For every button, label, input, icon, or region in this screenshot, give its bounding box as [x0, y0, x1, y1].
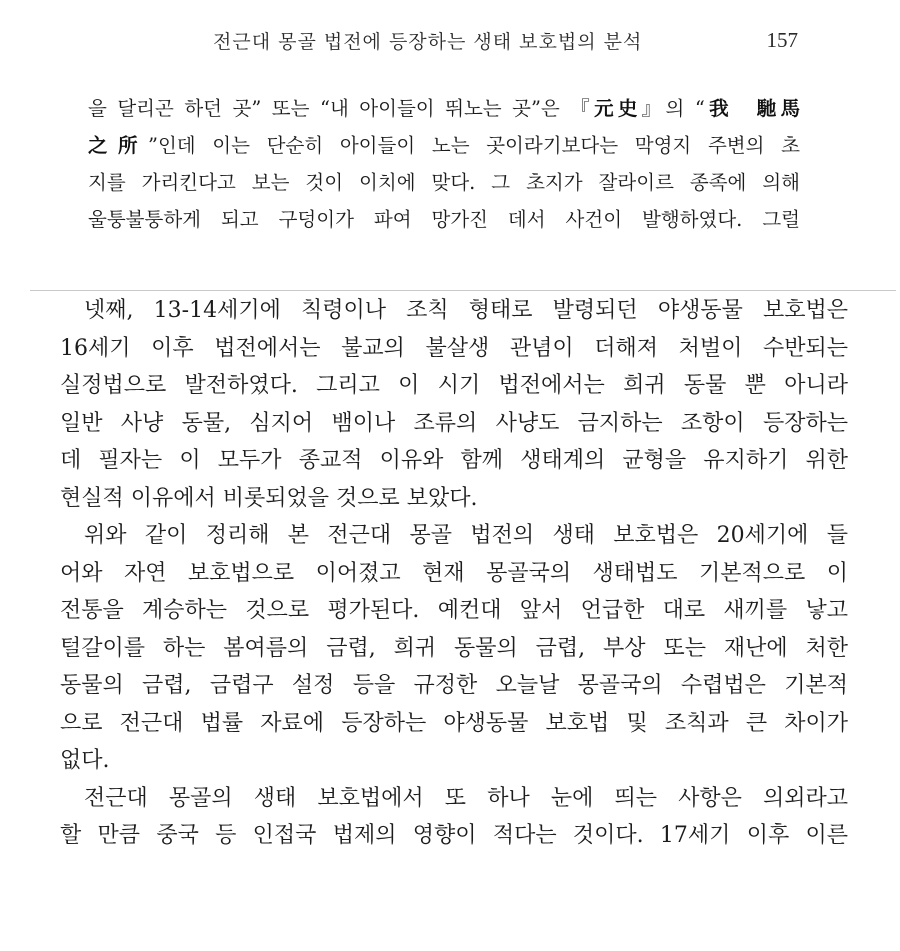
- page-divider: [30, 290, 896, 291]
- lower-page-fragment: [60, 292, 848, 855]
- text-line: 넷째, 13-14세기에 칙령이나 조칙 형태로 발령되던 야생동물 보호법은: [84, 298, 848, 323]
- running-title: 전근대 몽골 법전에 등장하는 생태 보호법의 분석: [213, 30, 643, 53]
- text-line: 지를 가리킨다고 보는 것이 이치에 맞다. 그 초지가 잘라이르 종족에 의해: [88, 171, 800, 194]
- text-line: [88, 90, 800, 127]
- text-line: 실정법으로 발전하였다. 그리고 이 시기 법전에서는 희귀 동물 뿐 아니라: [60, 373, 848, 398]
- text-line: 16세기 이후 법전에서는 불교의 불살생 관념이 더해져 처벌이 수반되는: [60, 335, 848, 361]
- text-line: 울퉁불퉁하게 되고 구덩이가 파여 망가진 데서 사건이 발행하였다. 그럴: [88, 208, 800, 231]
- text-line: 전통을 계승하는 것으로 평가된다. 예컨대 앞서 언급한 대로 새끼를 낳고: [60, 598, 848, 623]
- text-line: 전근대 몽골의 생태 보호법에서 또 하나 눈에 띄는 사항은 의외라고: [84, 785, 848, 811]
- bold-hanja: 之所: [88, 134, 148, 157]
- text-line: 할 만큼 중국 등 인접국 법제의 영향이 적다는 것이다. 17세기 이후 이른: [60, 823, 848, 848]
- text-line: 위와 같이 정리해 본 전근대 몽골 법전의 생태 보호법은 20세기에 들: [84, 523, 848, 548]
- text-line: [88, 127, 800, 164]
- running-header: [213, 22, 798, 58]
- text-line: 데 필자는 이 모두가 종교적 이유와 함께 생태계의 균형을 유지하기 위한: [60, 448, 848, 473]
- text-line: 일반 사냥 동물, 심지어 뱀이나 조류의 사냥도 금지하는 조항이 등장하는: [60, 410, 848, 436]
- text-run: 』의 “: [641, 97, 705, 120]
- text-run: ”인데 이는 단순히 아이들이 노는 곳이라기보다는 막영지 주변의 초: [147, 134, 800, 157]
- text-line: 없다.: [60, 748, 110, 773]
- page-number: 157: [766, 27, 798, 52]
- text-line: 어와 자연 보호법으로 이어졌고 현재 몽골국의 생태법도 기본적으로 이: [60, 560, 848, 586]
- paragraph-foreign-influence: [60, 780, 848, 855]
- paragraph-fourth-point: [60, 292, 848, 517]
- text-line: 으로 전근대 법률 자료에 등장하는 야생동물 보호법 및 조칙과 큰 차이가: [60, 710, 848, 736]
- text-run: 을 달리곤 하던 곳” 또는 “내 아이들이 뛰노는 곳”은 『: [88, 97, 595, 120]
- bold-hanja: 元史: [594, 97, 642, 120]
- text-line: 동물의 금렵, 금렵구 설정 등을 규정한 오늘날 몽골국의 수렵법은 기본적: [60, 673, 848, 698]
- upper-page-fragment: [0, 0, 900, 290]
- text-line: 털갈이를 하는 봄여름의 금렵, 희귀 동물의 금렵, 부상 또는 재난에 처한: [60, 635, 848, 661]
- paragraph-summary: [60, 517, 848, 780]
- bold-hanja: 我 馳馬: [704, 97, 800, 120]
- top-paragraph: [88, 90, 800, 238]
- text-line: 현실적 이유에서 비롯되었을 것으로 보았다.: [60, 485, 478, 511]
